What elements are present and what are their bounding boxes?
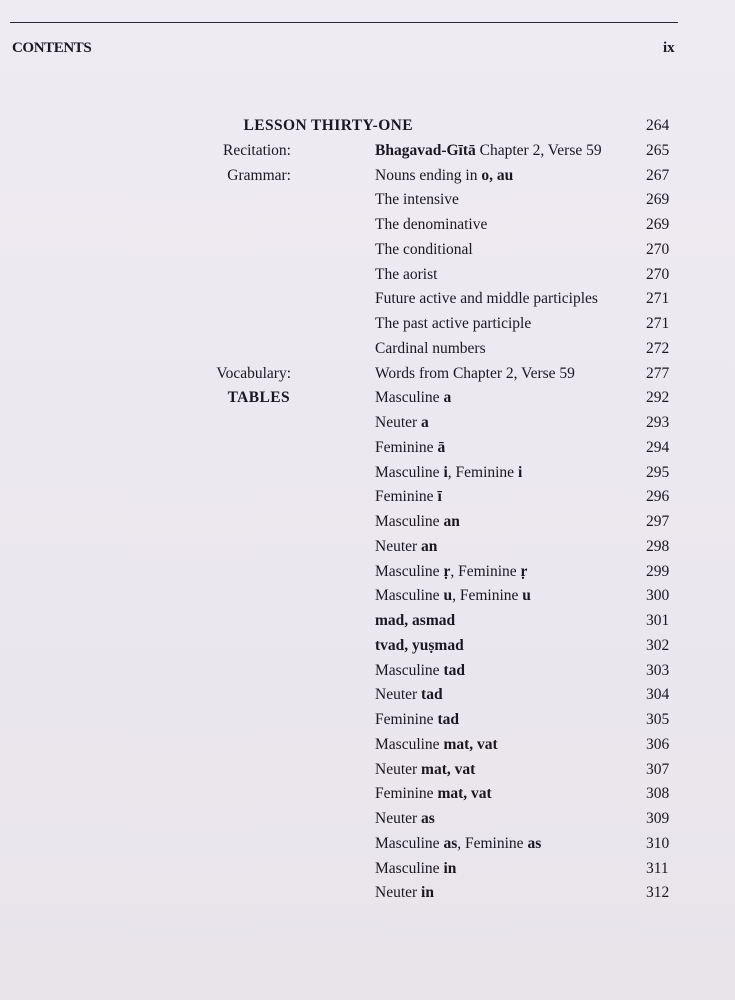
toc-entry-text: Neuter [375, 537, 422, 555]
toc-entry-bold-term: mat, vat [437, 785, 492, 803]
toc-row [0, 337, 735, 361]
toc-entry-bold-term: mad, asmad [375, 612, 456, 629]
toc-page-number: 304 [646, 686, 670, 704]
toc-entry-text: Masculine [375, 562, 444, 580]
toc-entry [375, 758, 475, 782]
toc-row [0, 510, 735, 534]
toc-page-number: 298 [646, 537, 670, 555]
toc-entry-text: Neuter [375, 760, 422, 778]
toc-entry-bold-term: o, au [481, 166, 514, 184]
toc-entry-bold-term: as [421, 810, 435, 827]
toc-page-number: 295 [646, 463, 670, 481]
toc-row [0, 683, 735, 707]
toc-entry-text: Feminine [375, 488, 438, 506]
toc-entry-bold-term: tad [421, 686, 443, 704]
toc-entry [375, 411, 429, 435]
toc-entry [375, 485, 442, 509]
toc-entry-text: Nouns ending in [375, 166, 482, 184]
toc-entry-bold-term: in [421, 884, 434, 902]
toc-page-number: 309 [646, 810, 670, 827]
toc-entry-bold-term: as [527, 834, 542, 852]
toc-entry-text: Neuter [375, 686, 422, 704]
toc-row [0, 386, 735, 410]
toc-row [0, 733, 735, 757]
toc-page-number: 270 [646, 240, 670, 258]
toc-row [0, 807, 735, 831]
toc-page-number: 264 [646, 117, 670, 134]
toc-entry [375, 659, 465, 683]
toc-entry [375, 560, 527, 584]
toc-entry-text: The conditional [375, 240, 473, 258]
toc-entry-text: The denominative [375, 216, 488, 233]
toc-entry-text: Masculine [375, 834, 444, 852]
toc-entry [375, 386, 451, 410]
toc-entry-text: Masculine [375, 389, 444, 407]
toc-row [0, 461, 735, 485]
toc-entry-bold-term: a [443, 389, 452, 407]
toc-entry-text: Neuter [375, 884, 422, 902]
toc-entry [375, 238, 473, 262]
toc-entry-bold-term: tvad, yuṣmad [375, 636, 464, 654]
toc-entry [375, 436, 445, 460]
toc-entry [375, 733, 498, 757]
toc-entry-text: Feminine [375, 438, 438, 456]
toc-entry-bold-term: mat, vat [421, 760, 476, 778]
toc-entry [375, 782, 492, 806]
toc-entry-bold-term: an [443, 513, 460, 530]
toc-entry-bold-term: i [517, 463, 523, 481]
toc-entry [375, 857, 456, 881]
toc-entry-text: , Feminine [457, 834, 528, 852]
toc-page-number: 270 [646, 265, 670, 283]
toc-page-number: 300 [646, 587, 670, 605]
toc-row [0, 634, 735, 658]
toc-row [0, 832, 735, 856]
toc-entry-bold-term: ā [437, 438, 446, 456]
toc-entry-text: Neuter [375, 414, 422, 431]
toc-page-number: 293 [646, 414, 670, 431]
toc-page-number: 272 [646, 339, 670, 357]
toc-page-number: 311 [646, 859, 669, 877]
toc-page-number: 301 [646, 612, 670, 629]
toc-entry-text: Masculine [375, 587, 444, 605]
toc-row [0, 287, 735, 311]
toc-row [0, 485, 735, 509]
toc-page-number: 302 [646, 636, 670, 654]
toc-entry-bold-term: ī [437, 488, 442, 506]
toc-entry-bold-term: a [421, 414, 429, 431]
toc-entry [375, 609, 455, 633]
toc-entry-text: Words from Chapter 2, Verse 59 [375, 364, 575, 382]
toc-entry [375, 584, 531, 608]
toc-page-number: 269 [646, 191, 670, 209]
toc-page-number: 271 [646, 315, 670, 332]
toc-category-label: Recitation: [222, 141, 291, 159]
toc-row [0, 659, 735, 683]
toc-page-number: 303 [646, 661, 670, 679]
toc-entry [375, 213, 487, 237]
section-heading: LESSON THIRTY-ONE [243, 117, 413, 134]
toc-entry-text: , Feminine [452, 587, 523, 605]
toc-page-number: 271 [646, 290, 670, 308]
toc-row [0, 114, 735, 138]
toc-entry [375, 634, 464, 658]
toc-entry [375, 287, 598, 311]
toc-row [0, 411, 735, 435]
toc-entry [375, 263, 437, 287]
toc-category-label: Grammar: [227, 166, 291, 184]
toc-entry-text: Masculine [375, 661, 444, 679]
running-head-title: CONTENTS [12, 40, 92, 56]
toc-page-number: 294 [646, 438, 670, 456]
toc-page-number: 307 [646, 760, 670, 778]
toc-entry [375, 510, 460, 534]
toc-row [0, 560, 735, 584]
toc-entry [375, 164, 513, 188]
toc-entry [375, 188, 459, 212]
toc-row [0, 139, 735, 163]
toc-page-number: 267 [646, 166, 670, 184]
toc-entry-text: The past active participle [375, 315, 532, 332]
toc-row [0, 782, 735, 806]
toc-row [0, 584, 735, 608]
toc-entry [375, 807, 435, 831]
toc-row [0, 535, 735, 559]
toc-entry [375, 139, 602, 163]
toc-entry-text: Cardinal numbers [375, 339, 486, 357]
toc-entry-text: Masculine [375, 735, 444, 753]
toc-row [0, 238, 735, 262]
toc-row [0, 312, 735, 336]
toc-entry-text: , Feminine [447, 463, 518, 481]
toc-page-number: 265 [646, 141, 670, 159]
page-number: ix [663, 40, 675, 56]
toc-entry-text: Masculine [375, 859, 444, 877]
toc-entry-bold-term: Bhagavad-Gītā [375, 141, 476, 159]
toc-page-number: 296 [646, 488, 670, 506]
toc-entry-bold-term: tad [443, 661, 465, 679]
toc-page-number: 292 [646, 389, 670, 407]
toc-page-number: 310 [646, 834, 670, 852]
toc-entry-text: Chapter 2, Verse 59 [475, 141, 602, 159]
toc-row [0, 213, 735, 237]
toc-page-number: 308 [646, 785, 670, 803]
toc-entry-bold-term: mat, vat [443, 735, 498, 753]
toc-entry [375, 708, 459, 732]
toc-entry-text: Masculine [375, 513, 444, 530]
toc-row [0, 362, 735, 386]
toc-entry-bold-term: an [421, 537, 438, 555]
toc-page-number: 297 [646, 513, 670, 530]
toc-row [0, 609, 735, 633]
toc-entry-bold-term: ṛ [520, 562, 528, 580]
toc-entry [375, 461, 522, 485]
toc-entry [375, 832, 541, 856]
toc-row [0, 758, 735, 782]
toc-entry-bold-term: ṛ [443, 562, 451, 580]
toc-row [0, 164, 735, 188]
toc-entry-text: Neuter [375, 810, 422, 827]
toc-category-label: Vocabulary: [216, 364, 291, 382]
toc-entry [375, 881, 434, 905]
toc-page-number: 306 [646, 735, 670, 753]
toc-entry-bold-term: u [443, 587, 453, 605]
toc-row [0, 263, 735, 287]
toc-row [0, 188, 735, 212]
toc-page-number: 305 [646, 711, 670, 728]
toc-page-number: 269 [646, 216, 670, 233]
toc-entry-bold-term: u [522, 587, 531, 605]
toc-entry [375, 535, 437, 559]
toc-entry-text: The intensive [375, 191, 459, 209]
toc-page-number: 299 [646, 562, 670, 580]
toc-entry-text: Future active and middle participles [375, 290, 598, 308]
toc-entry [375, 362, 575, 386]
toc-entry-bold-term: in [443, 859, 457, 877]
toc-page-number: 277 [646, 364, 670, 382]
toc-entry [375, 312, 531, 336]
toc-entry-text: , Feminine [450, 562, 521, 580]
toc-page-number: 312 [646, 884, 670, 902]
toc-entry-text: Feminine [375, 711, 438, 728]
toc-row [0, 881, 735, 905]
toc-entry [375, 683, 443, 707]
toc-entry-text: Masculine [375, 463, 444, 481]
toc-entry-text: The aorist [375, 265, 438, 283]
section-heading: TABLES [227, 389, 290, 407]
toc-entry-bold-term: i [443, 463, 448, 481]
toc-row [0, 857, 735, 881]
toc-entry-bold-term: as [443, 834, 458, 852]
toc-row [0, 708, 735, 732]
toc-row [0, 436, 735, 460]
toc-entry [375, 337, 486, 361]
toc-entry-text: Feminine [375, 785, 438, 803]
toc-entry-bold-term: tad [437, 711, 459, 728]
